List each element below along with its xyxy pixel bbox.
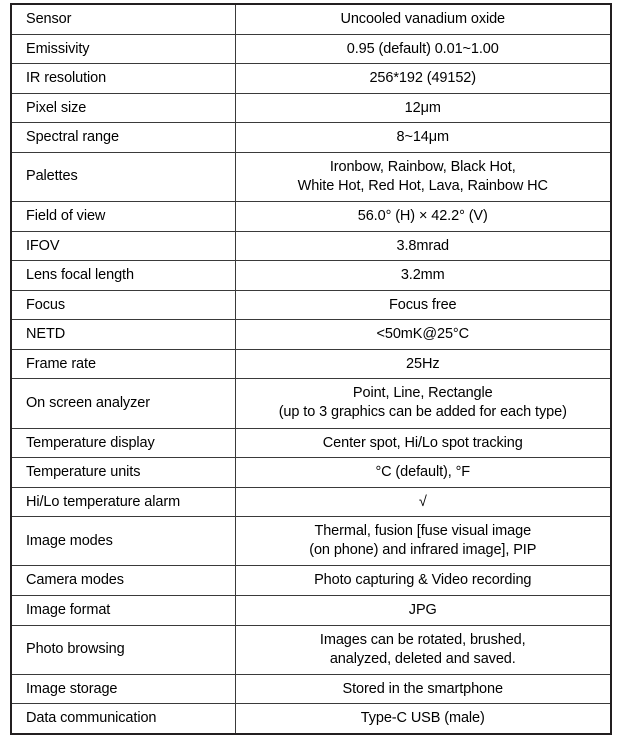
- spec-label-cell: Spectral range: [11, 123, 235, 153]
- spec-label-cell: IR resolution: [11, 64, 235, 94]
- table-row: [11, 201, 611, 231]
- spec-value-cell: Focus free: [235, 290, 611, 320]
- table-row: [11, 261, 611, 291]
- table-row: [11, 379, 611, 428]
- spec-label-cell: On screen analyzer: [11, 379, 235, 428]
- specifications-table: [10, 3, 612, 735]
- table-row: [11, 123, 611, 153]
- spec-label-cell: Image modes: [11, 517, 235, 566]
- spec-value-cell: 3.2mm: [235, 261, 611, 291]
- spec-label-cell: Pixel size: [11, 93, 235, 123]
- spec-value-cell: 256*192 (49152): [235, 64, 611, 94]
- spec-label-cell: Hi/Lo temperature alarm: [11, 487, 235, 517]
- spec-value-cell: Uncooled vanadium oxide: [235, 4, 611, 34]
- supported-check-icon: √: [235, 487, 611, 517]
- spec-value-cell: Stored in the smartphone: [235, 674, 611, 704]
- spec-value-cell: Point, Line, Rectangle (up to 3 graphics can be added for each type): [235, 379, 611, 428]
- spec-value-cell: 12μm: [235, 93, 611, 123]
- spec-value-cell: Thermal, fusion [fuse visual image (on phone) and infrared image], PIP: [235, 517, 611, 566]
- table-row: [11, 93, 611, 123]
- spec-label-cell: Image storage: [11, 674, 235, 704]
- table-row: [11, 349, 611, 379]
- table-row: [11, 566, 611, 596]
- spec-label-cell: Lens focal length: [11, 261, 235, 291]
- spec-value-cell: 25Hz: [235, 349, 611, 379]
- spec-label-cell: IFOV: [11, 231, 235, 261]
- table-row: [11, 674, 611, 704]
- specifications-table-body: [11, 4, 611, 734]
- spec-label-cell: Camera modes: [11, 566, 235, 596]
- spec-label-cell: Temperature display: [11, 428, 235, 458]
- spec-label-cell: Sensor: [11, 4, 235, 34]
- table-row: [11, 625, 611, 674]
- spec-value-cell: <50mK@25°C: [235, 320, 611, 350]
- table-row: [11, 290, 611, 320]
- table-row: [11, 517, 611, 566]
- table-row: [11, 458, 611, 488]
- table-row: [11, 320, 611, 350]
- spec-value-cell: Photo capturing & Video recording: [235, 566, 611, 596]
- table-row: [11, 152, 611, 201]
- spec-label-cell: Emissivity: [11, 34, 235, 64]
- spec-label-cell: Data communication: [11, 704, 235, 734]
- spec-value-cell: 0.95 (default) 0.01~1.00: [235, 34, 611, 64]
- spec-value-cell: 56.0° (H) × 42.2° (V): [235, 201, 611, 231]
- spec-value-cell: Type-C USB (male): [235, 704, 611, 734]
- spec-label-cell: Frame rate: [11, 349, 235, 379]
- table-row: [11, 704, 611, 734]
- table-row: [11, 4, 611, 34]
- spec-label-cell: Field of view: [11, 201, 235, 231]
- table-row: [11, 595, 611, 625]
- spec-value-cell: JPG: [235, 595, 611, 625]
- table-row: [11, 487, 611, 517]
- spec-label-cell: Palettes: [11, 152, 235, 201]
- spec-value-cell: 3.8mrad: [235, 231, 611, 261]
- table-row: [11, 64, 611, 94]
- spec-value-cell: Images can be rotated, brushed, analyzed, deleted and saved.: [235, 625, 611, 674]
- spec-value-cell: Center spot, Hi/Lo spot tracking: [235, 428, 611, 458]
- table-row: [11, 231, 611, 261]
- spec-value-cell: °C (default), °F: [235, 458, 611, 488]
- spec-label-cell: NETD: [11, 320, 235, 350]
- specification-sheet: [10, 3, 610, 735]
- spec-value-cell: 8~14μm: [235, 123, 611, 153]
- table-row: [11, 428, 611, 458]
- spec-value-cell: Ironbow, Rainbow, Black Hot, White Hot, Red Hot, Lava, Rainbow HC: [235, 152, 611, 201]
- spec-label-cell: Focus: [11, 290, 235, 320]
- spec-label-cell: Image format: [11, 595, 235, 625]
- spec-label-cell: Temperature units: [11, 458, 235, 488]
- spec-label-cell: Photo browsing: [11, 625, 235, 674]
- table-row: [11, 34, 611, 64]
